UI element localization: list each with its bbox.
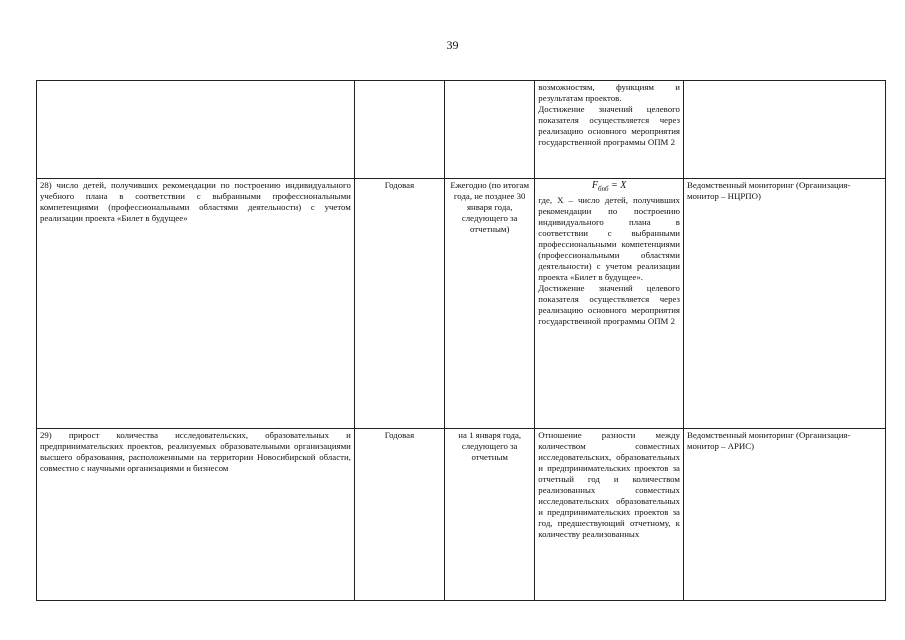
deadline-cell: на 1 января года, следующего за отчетным <box>445 429 535 601</box>
method-cell <box>535 179 684 429</box>
source-cell <box>683 81 885 179</box>
source-cell: Ведомственный мониторинг (Организация-монитор – НЦРПО) <box>683 179 885 429</box>
method-note: Достижение значений целевого показателя осуществляется через реализацию основного мероприятия государственной программы ОПМ 2 <box>538 283 680 326</box>
periodicity-cell <box>354 81 444 179</box>
table-row <box>37 429 886 601</box>
table-row <box>37 81 886 179</box>
indicator-cell: 29) прирост количества исследовательских, образовательных и предпринимательских проектов, реализуемых образовательными организациями высшего образования, расположенными на территории Новосибирской области, совместно с научными организациями и бизнесом <box>37 429 355 601</box>
indicators-table <box>36 80 886 601</box>
method-cell: Отношение разности между количеством совместных исследовательских, образовательных и предпринимательских проектов за отчетный год и количеством реализованных совместных исследовательских образовательных и предпринимательских проектов за год, предшествующий отчетному, к количеству реализованных <box>535 429 684 601</box>
indicator-cell <box>37 81 355 179</box>
method-text: возможностям, функциям и результатам проектов. <box>538 82 680 103</box>
deadline-cell: Ежегодно (по итогам года, не позднее 30 января года, следующего за отчетным) <box>445 179 535 429</box>
source-cell: Ведомственный мониторинг (Организация-монитор – АРИС) <box>683 429 885 601</box>
deadline-cell <box>445 81 535 179</box>
indicator-cell: 28) число детей, получивших рекомендации по построению индивидуального учебного плана в соответствии с выбранными профессиональными компетенциями (профессиональными областями деятельности) с учетом реализации проекта «Билет в будущее» <box>37 179 355 429</box>
page-number: 39 <box>446 38 459 52</box>
formula <box>538 180 680 195</box>
formula-subscript: бпб <box>597 185 609 193</box>
formula-rhs: = X <box>608 180 627 191</box>
formula-lhs: F <box>591 180 598 191</box>
method-text: где, X – число детей, получивших рекомендации по построению индивидуального плана в соответствии с выбранными профессиональными компетенциями (профессиональными областями деятельности) с учетом реализации проекта «Билет в будущее». <box>538 195 680 282</box>
periodicity-cell: Годовая <box>354 429 444 601</box>
method-note: Достижение значений целевого показателя осуществляется через реализацию основного мероприятия государственной программы ОПМ 2 <box>538 104 680 147</box>
table-row <box>37 179 886 429</box>
periodicity-cell: Годовая <box>354 179 444 429</box>
method-cell <box>535 81 684 179</box>
